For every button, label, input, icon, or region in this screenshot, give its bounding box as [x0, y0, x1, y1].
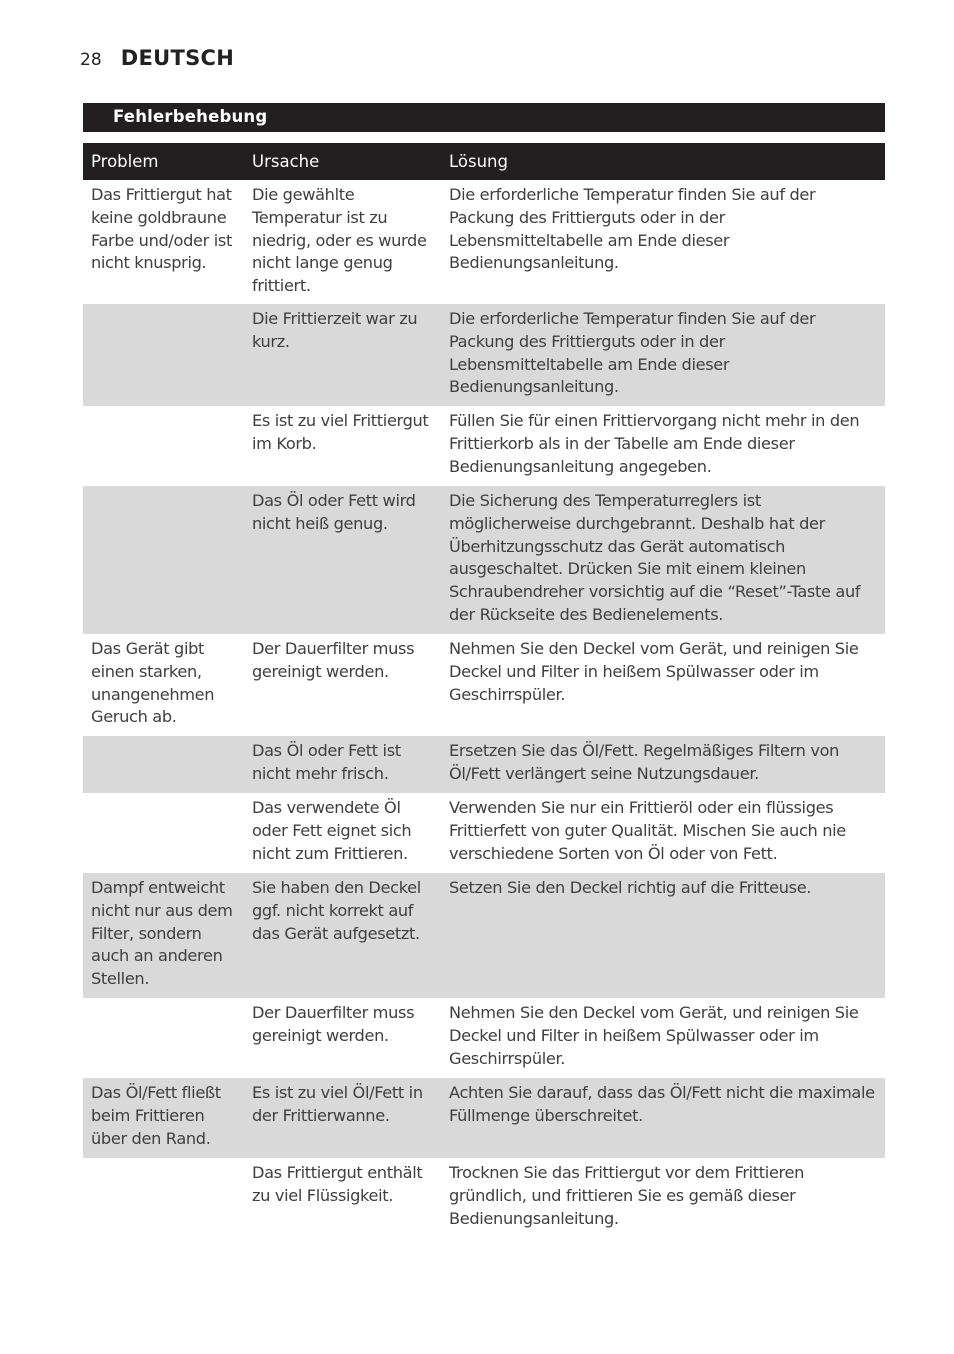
solution-cell: Die Sicherung des Temperaturreglers ist möglicherweise durchgebrannt. Deshalb hat der Überhitzungsschutz das Gerät automatisch ausgeschaltet. Drücken Sie mit einem kleinen Schraubendreher vorsichtig auf die “Reset”-Taste auf der Rückseite des Bedienelements. [441, 486, 885, 634]
solution-cell: Trocknen Sie das Frittiergut vor dem Frittieren gründlich, und frittieren Sie es gemäß dieser Bedienungsanleitung. [449, 1163, 805, 1228]
solution-cell: Verwenden Sie nur ein Frittieröl oder ein flüssiges Frittierfett von guter Qualität. Mischen Sie auch nie verschiedene Sorten von Öl oder von Fett. [449, 798, 846, 863]
language-heading: DEUTSCH [120, 46, 235, 70]
table-row [83, 486, 885, 634]
cause-cell: Der Dauerfilter muss gereinigt werden. [252, 639, 415, 681]
table-row [83, 1078, 885, 1158]
problem-cell [83, 736, 244, 793]
cause-cell: Es ist zu viel Frittiergut im Korb. [252, 411, 429, 453]
table-row [83, 793, 885, 873]
troubleshooting-table [83, 143, 885, 1238]
cause-cell: Das Öl oder Fett wird nicht heiß genug. [244, 486, 441, 634]
problem-cell [83, 1158, 244, 1238]
cause-cell: Der Dauerfilter muss gereinigt werden. [252, 1003, 415, 1045]
solution-cell: Setzen Sie den Deckel richtig auf die Fritteuse. [441, 873, 885, 998]
table-row [83, 873, 885, 998]
cause-cell: Das Öl oder Fett ist nicht mehr frisch. [244, 736, 441, 793]
table-header-row [83, 143, 885, 180]
problem-cell: Das Öl/Fett fließt beim Frittieren über den Rand. [83, 1078, 244, 1158]
solution-cell: Achten Sie darauf, dass das Öl/Fett nicht die maximale Füllmenge überschreitet. [441, 1078, 885, 1158]
solution-cell: Die erforderliche Temperatur finden Sie auf der Packung des Frittierguts oder in der Lebensmitteltabelle am Ende dieser Bedienungsanleitung. [441, 304, 885, 406]
table-row [83, 1158, 885, 1238]
cause-cell: Die Frittierzeit war zu kurz. [244, 304, 441, 406]
problem-cell: Das Frittiergut hat keine goldbraune Farbe und/oder ist nicht knusprig. [91, 185, 232, 273]
section-title: Fehlerbehebung [113, 107, 268, 126]
problem-cell [83, 486, 244, 634]
problem-cell [83, 406, 244, 486]
table-row [83, 406, 885, 486]
page-number: 28 [80, 50, 102, 70]
problem-cell: Dampf entweicht nicht nur aus dem Filter, sondern auch an anderen Stellen. [83, 873, 244, 998]
page-header [80, 46, 234, 70]
section-title-bar [83, 103, 885, 132]
problem-cell [83, 793, 244, 873]
column-header-cause: Ursache [244, 143, 441, 180]
column-header-solution: Lösung [441, 143, 885, 180]
table-row [83, 180, 885, 304]
problem-cell [83, 304, 244, 406]
cause-cell: Es ist zu viel Öl/Fett in der Frittierwanne. [244, 1078, 441, 1158]
cause-cell: Die gewählte Temperatur ist zu niedrig, oder es wurde nicht lange genug frittiert. [252, 185, 427, 296]
cause-cell: Das Frittiergut enthält zu viel Flüssigkeit. [252, 1163, 423, 1205]
problem-cell: Das Gerät gibt einen starken, unangenehmen Geruch ab. [91, 639, 215, 727]
table-row [83, 736, 885, 793]
table-row [83, 304, 885, 406]
problem-cell [83, 998, 244, 1078]
cause-cell: Das verwendete Öl oder Fett eignet sich nicht zum Frittieren. [252, 798, 412, 863]
table-row [83, 634, 885, 736]
solution-cell: Nehmen Sie den Deckel vom Gerät, und reinigen Sie Deckel und Filter in heißem Spülwasser oder im Geschirrspüler. [449, 639, 859, 704]
column-header-problem: Problem [83, 143, 244, 180]
cause-cell: Sie haben den Deckel ggf. nicht korrekt auf das Gerät aufgesetzt. [244, 873, 441, 998]
solution-cell: Die erforderliche Temperatur finden Sie auf der Packung des Frittierguts oder in der Lebensmitteltabelle am Ende dieser Bedienungsanleitung. [449, 185, 816, 273]
solution-cell: Nehmen Sie den Deckel vom Gerät, und reinigen Sie Deckel und Filter in heißem Spülwasser oder im Geschirrspüler. [449, 1003, 859, 1068]
solution-cell: Füllen Sie für einen Frittiervorgang nicht mehr in den Frittierkorb als in der Tabelle am Ende dieser Bedienungsanleitung angegeben. [449, 411, 860, 476]
table-row [83, 998, 885, 1078]
solution-cell: Ersetzen Sie das Öl/Fett. Regelmäßiges Filtern von Öl/Fett verlängert seine Nutzungsdauer. [441, 736, 885, 793]
